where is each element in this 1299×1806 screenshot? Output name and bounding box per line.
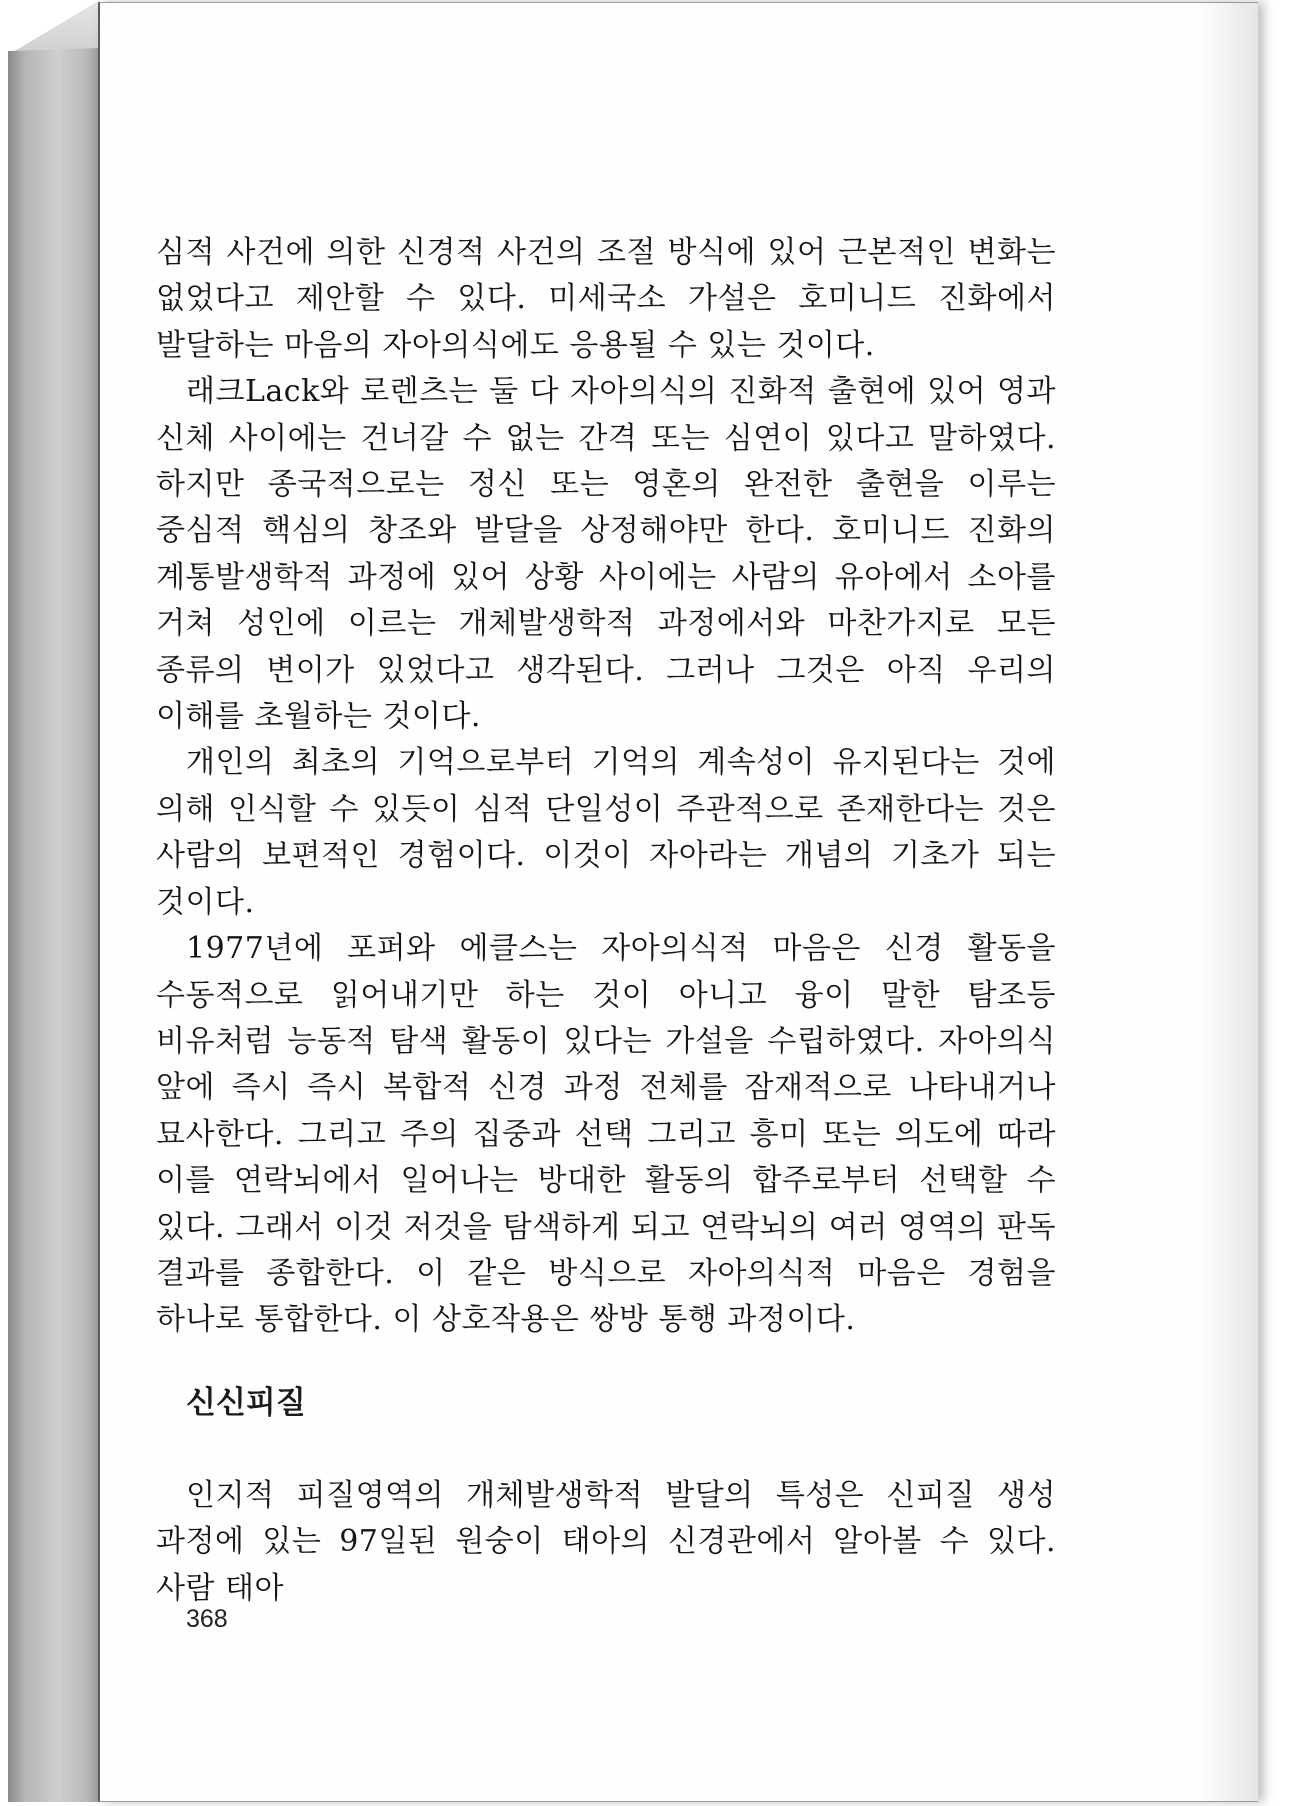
section-paragraph: 인지적 피질영역의 개체발생학적 발달의 특성은 신피질 생성 과정에 있는 97일된 원숭이 태아의 신경관에서 알아볼 수 있다. 사람 태아 bbox=[156, 1478, 1056, 1606]
section-heading: 신신피질 bbox=[186, 1385, 306, 1421]
section-body-text bbox=[156, 1473, 1056, 1612]
page-edge-shade bbox=[1198, 3, 1258, 1801]
paragraph-2: 래크Lack와 로렌츠는 둘 다 자아의식의 진화적 출현에 있어 영과 신체 사이에는 건너갈 수 없는 간격 또는 심연이 있다고 말하였다. 하지만 종국적으로는 정신 또는 영혼의 완전한 출현을 이루는 중심적 핵심의 창조와 발달을 상정해야만 한다. 호미니드 진화의 계통발생학적 과정에 있어 상황 사이에는 사람의 유아에서 소아를 거쳐 성인에 이르는 개체발생학적 과정에서와 마찬가지로 모든 종류의 변이가 있었다고 생각된다. 그러나 그것은 아직 우리의 이해를 초월하는 것이다. bbox=[156, 374, 1056, 735]
paragraph-3: 개인의 최초의 기억으로부터 기억의 계속성이 유지된다는 것에 의해 인식할 수 있듯이 심적 단일성이 주관적으로 존재한다는 것은 사람의 보편적인 경험이다. 이것이 자아라는 개념의 기초가 되는 것이다. bbox=[156, 745, 1056, 920]
paragraph-4: 1977년에 포퍼와 에클스는 자아의식적 마음은 신경 활동을 수동적으로 읽어내기만 하는 것이 아니고 융이 말한 탐조등 비유처럼 능동적 탐색 활동이 있다는 가설을 수립하였다. 자아의식 앞에 즉시 즉시 복합적 신경 과정 전체를 잠재적으로 나타내거나 묘사한다. 그리고 주의 집중과 선택 그리고 흥미 또는 의도에 따라 이를 연락뇌에서 일어나는 방대한 활동의 합주로부터 선택할 수 있다. 그래서 이것 저것을 탐색하게 되고 연락뇌의 여러 영역의 판독 결과를 종합한다. 이 같은 방식으로 자아의식적 마음은 경험을 하나로 통합한다. 이 상호작용은 쌍방 통행 과정이다. bbox=[156, 931, 1056, 1338]
book-spine bbox=[8, 48, 100, 1802]
body-text bbox=[156, 230, 1056, 1344]
book-spine-top bbox=[8, 0, 100, 55]
paragraph-1: 심적 사건에 의한 신경적 사건의 조절 방식에 있어 근본적인 변화는 없었다고 제안할 수 있다. 미세국소 가설은 호미니드 진화에서 발달하는 마음의 자아의식에도 응용될 수 있는 것이다. bbox=[156, 235, 1056, 363]
page-number: 368 bbox=[186, 1605, 228, 1633]
